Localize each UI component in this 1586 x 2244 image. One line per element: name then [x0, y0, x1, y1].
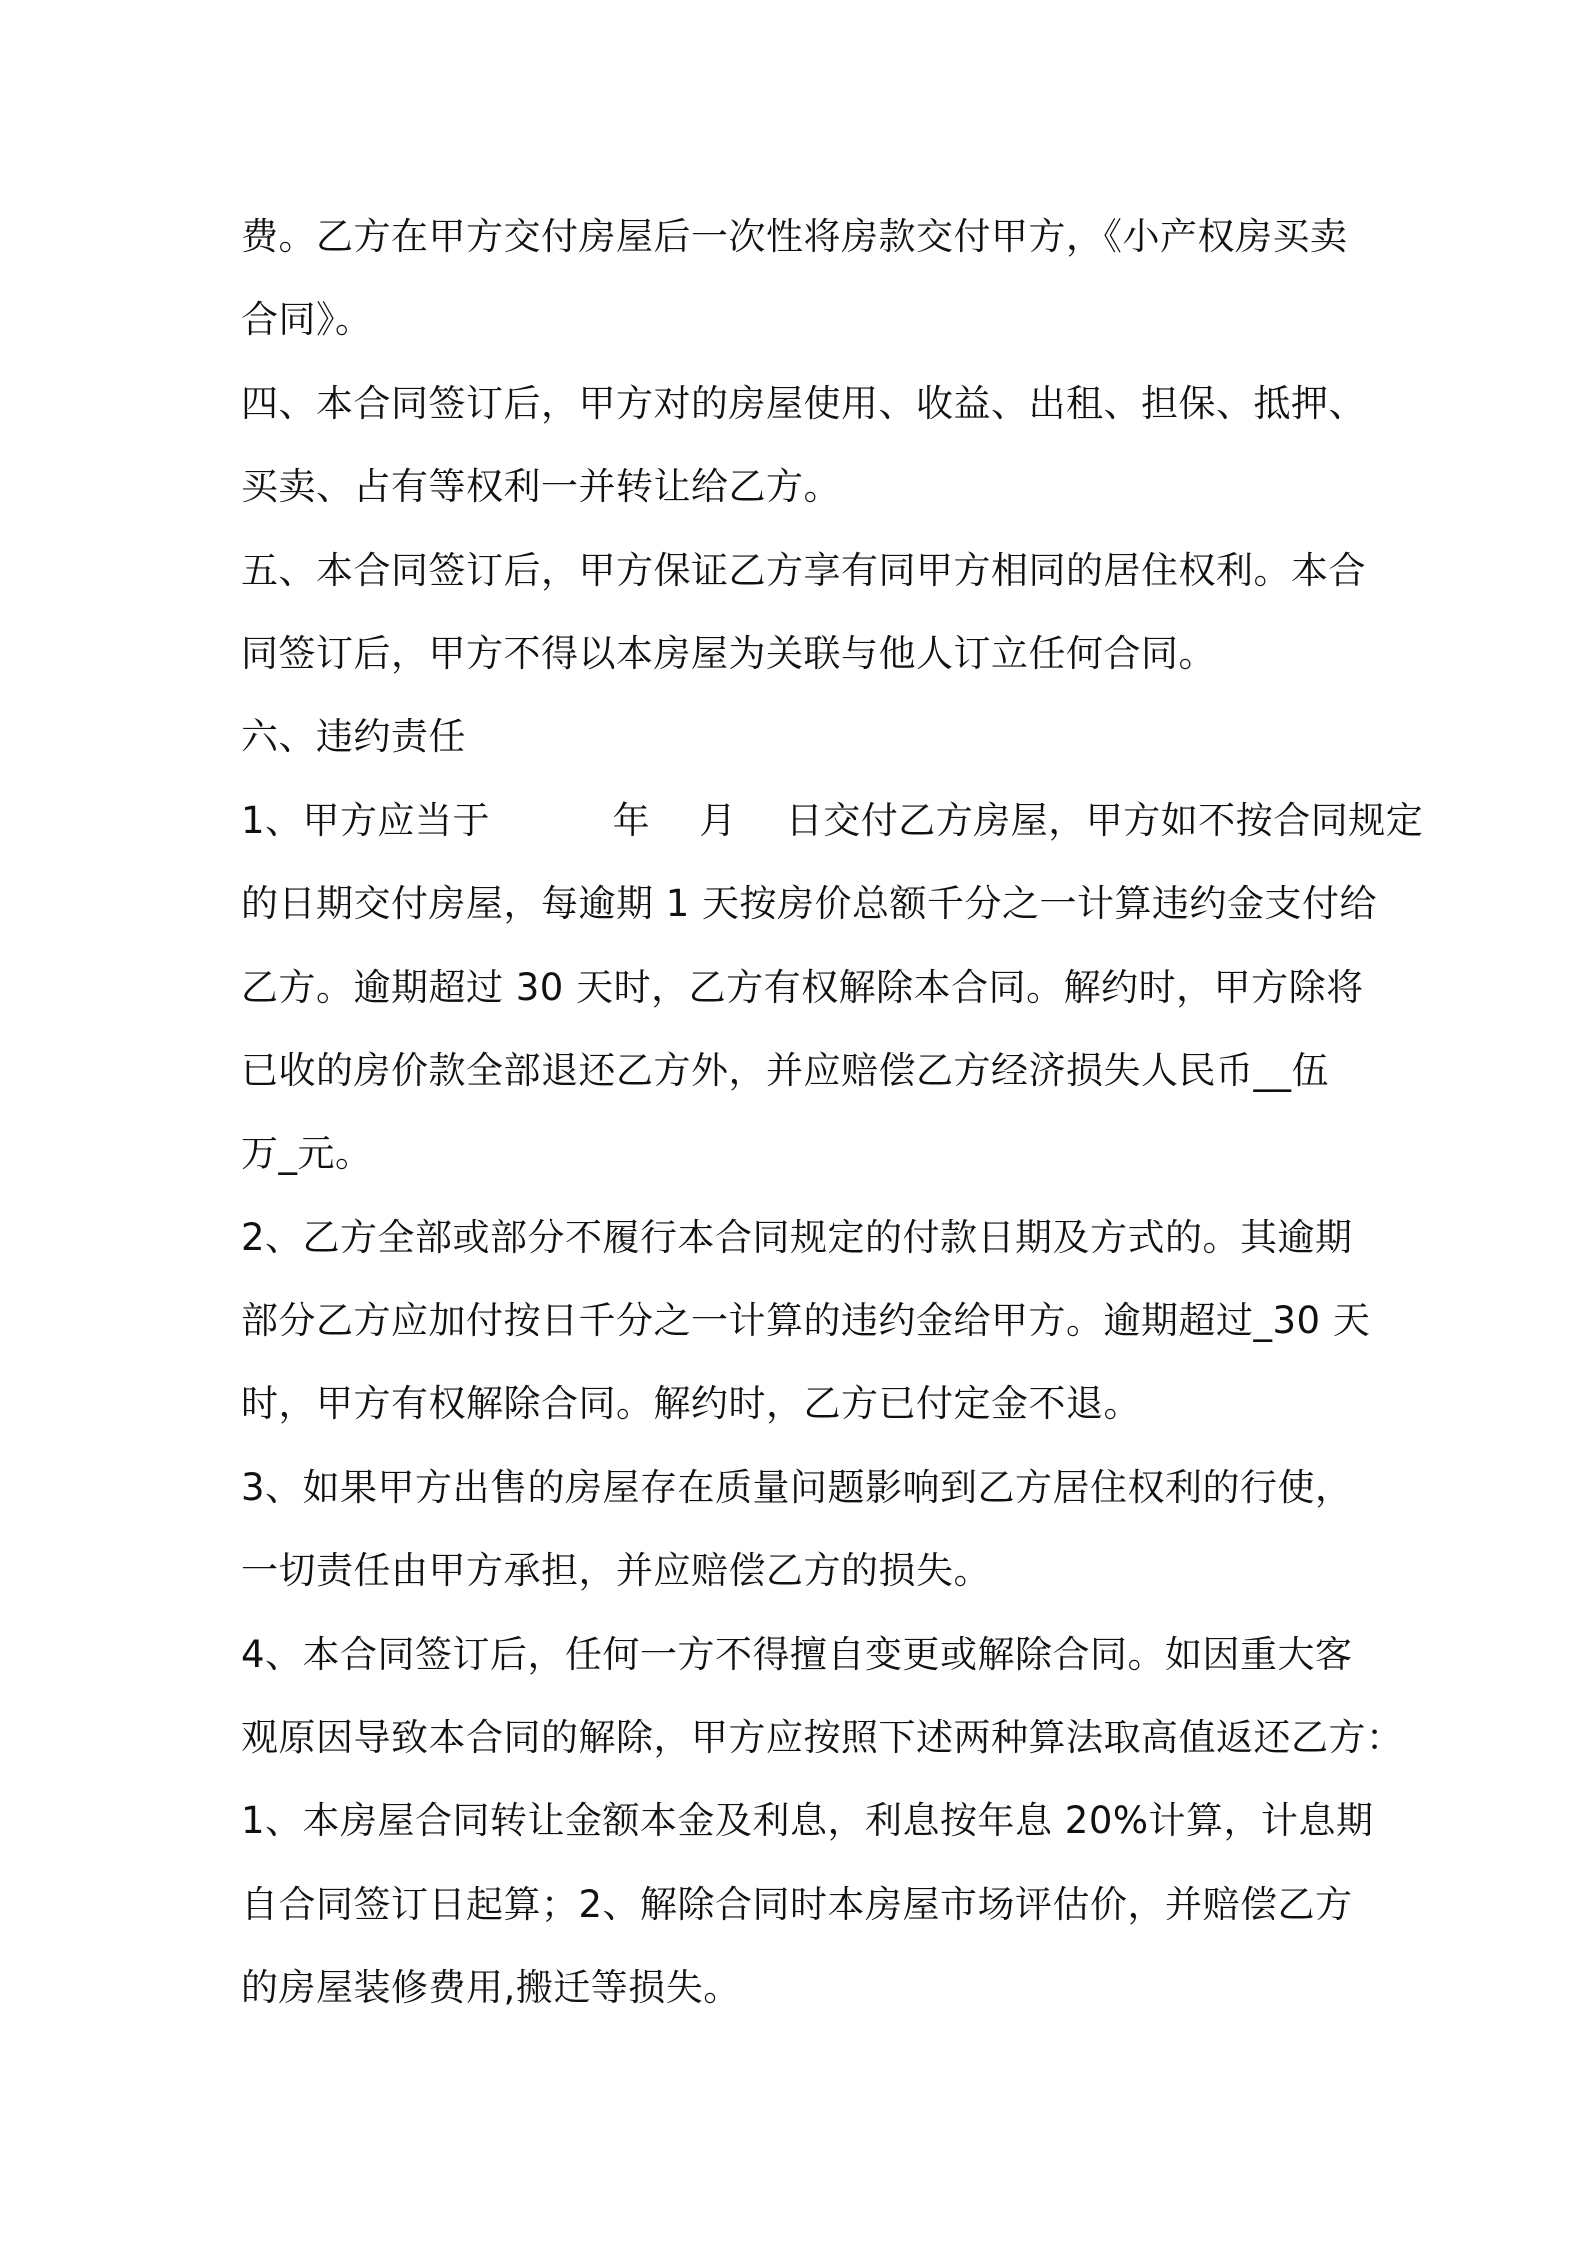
text-line: 观原因导致本合同的解除，甲方应按照下述两种算法取高值返还乙方： [241, 1716, 1404, 1760]
text-line: 1、本房屋合同转让金额本金及利息，利息按年息 20%计算，计息期 [241, 1799, 1374, 1843]
text-line: 同签订后，甲方不得以本房屋为关联与他人订立任何合同。 [241, 631, 1216, 675]
text-line: 买卖、占有等权利一并转让给乙方。 [241, 465, 841, 509]
text-line: 费。乙方在甲方交付房屋后一次性将房款交付甲方，《小产权房买卖 [241, 215, 1348, 258]
text-line: 部分乙方应加付按日千分之一计算的违约金给甲方。逾期超过_30 天 [241, 1299, 1371, 1343]
text-line: 合同》。 [241, 298, 373, 342]
text-line: 2、乙方全部或部分不履行本合同规定的付款日期及方式的。其逾期 [241, 1215, 1353, 1259]
text-line: 乙方。逾期超过 30 天时，乙方有权解除本合同。解约时，甲方除将 [241, 965, 1364, 1009]
text-line: 1、甲方应当于 年 月 日交付乙方房屋，甲方如不按合同规定 [241, 798, 1424, 842]
text-line: 的房屋装修费用,搬迁等损失。 [241, 1966, 741, 2010]
text-line: 已收的房价款全部退还乙方外，并应赔偿乙方经济损失人民币__伍 [241, 1048, 1329, 1092]
text-line: 一切责任由甲方承担，并应赔偿乙方的损失。 [241, 1549, 991, 1593]
document-page [241, 195, 1424, 2030]
text-line: 时，甲方有权解除合同。解约时，乙方已付定金不退。 [241, 1382, 1141, 1426]
text-line: 的日期交付房屋，每逾期 1 天按房价总额千分之一计算违约金支付给 [241, 882, 1378, 926]
text-line: 3、如果甲方出售的房屋存在质量问题影响到乙方居住权利的行使， [241, 1465, 1353, 1509]
text-line: 五、本合同签订后，甲方保证乙方享有同甲方相同的居住权利。本合 [241, 548, 1366, 592]
text-line: 万_元。 [241, 1132, 373, 1176]
text-line: 四、本合同签订后，甲方对的房屋使用、收益、出租、担保、抵押、 [241, 381, 1366, 425]
text-line: 自合同签订日起算；2、解除合同时本房屋市场评估价，并赔偿乙方 [241, 1882, 1353, 1926]
text-line: 4、本合同签订后，任何一方不得擅自变更或解除合同。如因重大客 [241, 1632, 1353, 1676]
section-heading: 六、违约责任 [241, 715, 466, 759]
